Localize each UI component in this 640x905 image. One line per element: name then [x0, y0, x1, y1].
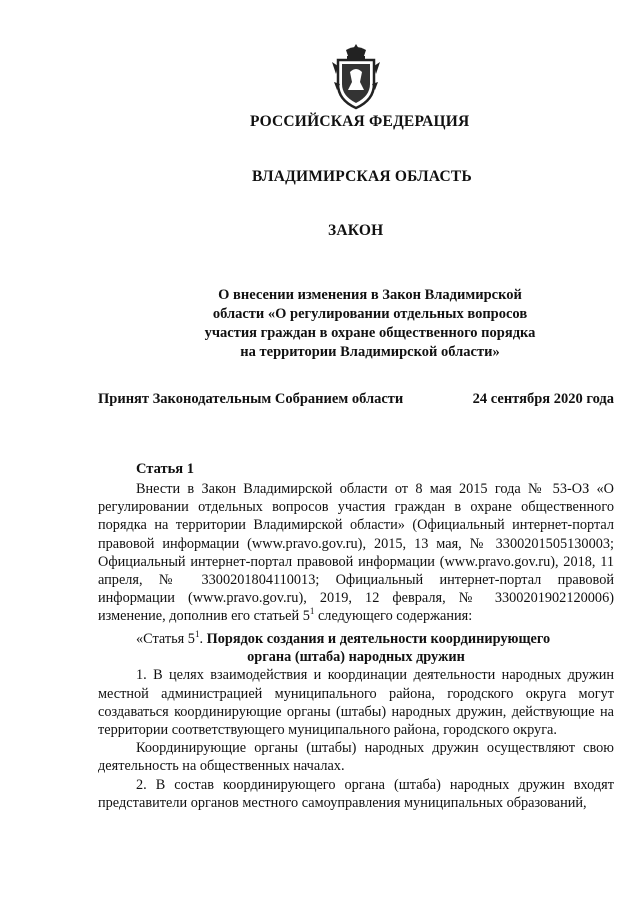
adopted-by: Принят Законодательным Собранием области [98, 391, 404, 407]
article-1-text: Внести в Закон Владимирской области от 8 мая 2015 года № 53-ОЗ «О регулировании отдельных вопросов участия граждан в охране общественного порядка на территории Владимирской области» (Официальный интернет-портал правовой информации (www.pravo.gov.ru), 2015, 13 мая, № 3300201505130003; Официальный интернет-портал правовой информации (www.pravo.gov.ru), 2018, 11 апреля, № 3300201804110013; Официальный интернет-портал правовой информации (www.pravo.gov.ru), 2019, 12 февраля, № 3300201902120006) изменение, дополнив его статьей 5 [98, 481, 614, 625]
adoption-line [98, 391, 614, 408]
article-5-1-title-1: Порядок создания и деятельности координирующего [203, 631, 551, 647]
coat-of-arms-icon [328, 42, 384, 112]
adoption-date: 24 сентября 2020 года [472, 391, 614, 407]
article-1-paragraph [98, 480, 614, 626]
law-title [150, 286, 590, 362]
article-5-1-paragraph-3: 2. В состав координирующего органа (штаба) народных дружин входят представители органов местного самоуправления муниципальных образований, [98, 776, 614, 811]
country-heading: РОССИЙСКАЯ ФЕДЕРАЦИЯ [250, 113, 470, 130]
article-5-1-paragraph-2: Координирующие органы (штабы) народных дружин осуществляют свою деятельность на общественных началах. [98, 740, 614, 775]
article-1-sup: 1 [309, 606, 315, 617]
article-5-1-heading [98, 630, 614, 648]
article-5-1-prefix: «Статья 5 [136, 631, 195, 647]
article-5-1-sup: 1 [194, 629, 200, 640]
doc-type-heading: ЗАКОН [328, 222, 384, 239]
region-heading: ВЛАДИМИРСКАЯ ОБЛАСТЬ [252, 168, 472, 185]
law-title-line: участия граждан в охране общественного порядка [204, 325, 536, 341]
article-1-text-end: следующего содержания: [314, 608, 473, 625]
law-title-line: на территории Владимирской области» [240, 344, 500, 360]
law-title-line: области «О регулировании отдельных вопросов [212, 306, 528, 322]
article-5-1-prefix-end: . [199, 631, 204, 647]
law-title-line: О внесении изменения в Закон Владимирской [218, 287, 522, 303]
article-1-body [98, 480, 614, 626]
article-5-1-body [98, 630, 614, 812]
article-5-1-paragraph-1: 1. В целях взаимодействия и координации деятельности народных дружин местной администрацией муниципального района, городского округа могут создаваться координирующие органы (штабы) народных дружин, действующие на территории соответствующего муниципального района, городского округа. [98, 667, 614, 739]
article-1-heading: Статья 1 [136, 461, 194, 477]
article-5-1-title-2: органа (штаба) народных дружин [247, 649, 465, 666]
